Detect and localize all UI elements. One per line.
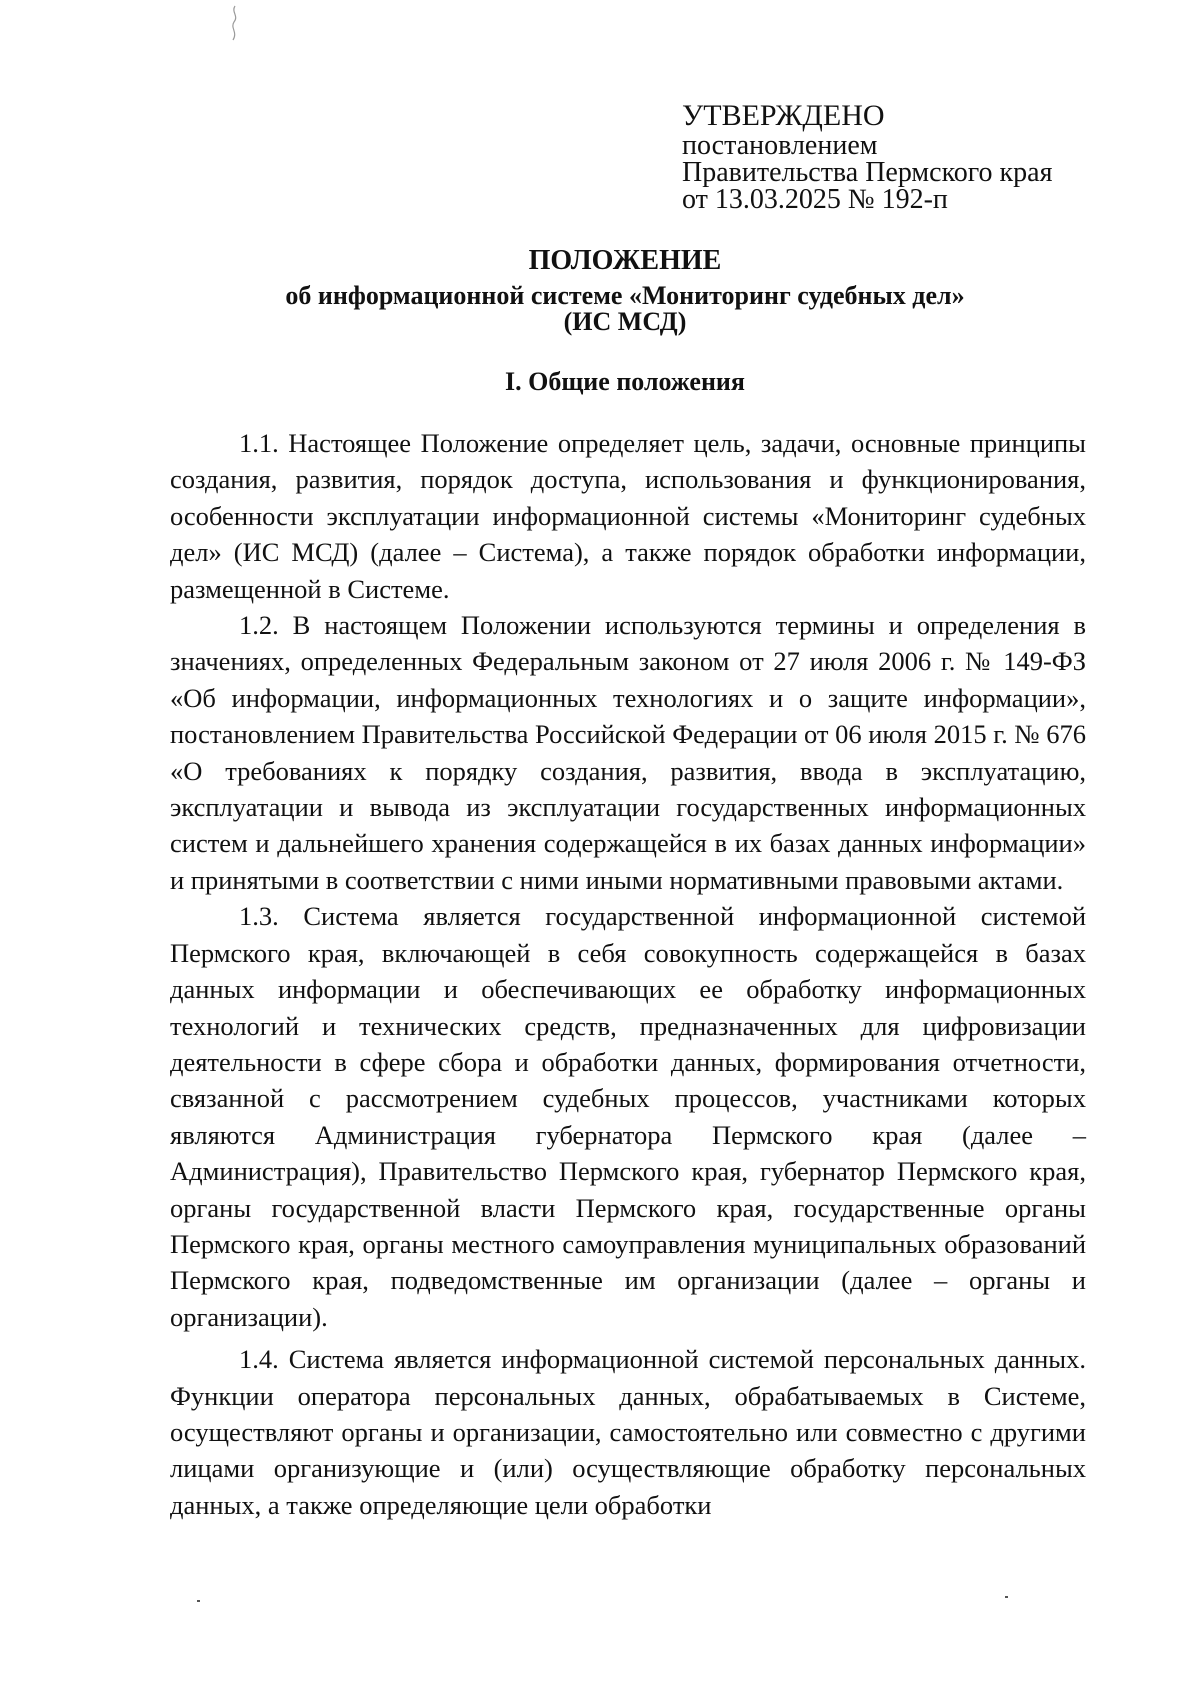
section-body [170,425,1086,1523]
approval-line-government: Правительства Пермского края [682,157,1053,188]
scan-speck [197,1600,200,1602]
document-subtitle-line1: об информационной системе «Мониторинг судебных дел» [285,281,965,310]
scan-speck [1005,1596,1008,1598]
paragraph-1-1: 1.1. Настоящее Положение определяет цель, задачи, основные принципы создания, развития, порядок доступа, использования и функционирования, особенности эксплуатации информационной системы «Мониторинг судебных дел» (ИС МСД) (далее – Система), а также порядок обработки информации, размещенной в Системе. [170,428,1086,604]
document-subtitle [150,283,1100,335]
approval-line-date-number: от 13.03.2025 № 192-п [682,184,948,215]
approval-stamp: УТВЕРЖДЕНО [682,99,885,132]
paragraph-1-3: 1.3. Система является государственной информационной системой Пермского края, включающей в себя совокупность содержащейся в базах данных информации и обеспечивающих ее обработку информационных технологий и технических средств, предназначенных для цифровизации деятельности в сфере сбора и обработки данных, формирования отчетности, связанной с рассмотрением судебных процессов, участниками которых являются Администрация губернатора Пермского края (далее – Администрация), Правительство Пермского края, губернатор Пермского края, органы государственной власти Пермского края, государственные органы Пермского края, органы местного самоуправления муниципальных образований Пермского края, подведомственные им организации (далее – органы и организации). [170,901,1086,1332]
section-heading: I. Общие положения [505,367,745,396]
scan-artifact-mark [228,4,242,44]
document-title: ПОЛОЖЕНИЕ [528,245,722,276]
paragraph-1-4: 1.4. Система является информационной системой персональных данных. Функции оператора персональных данных, обрабатываемых в Системе, осуществляют органы и организации, самостоятельно или совместно с другими лицами организующие и (или) осуществляющие обработку персональных данных, а также определяющие цели обработки [170,1344,1086,1520]
paragraph-1-2: 1.2. В настоящем Положении используются термины и определения в значениях, определенных Федеральным законом от 27 июля 2006 г. № 149-ФЗ «Об информации, информационных технологиях и о защите информации», постановлением Правительства Российской Федерации от 06 июля 2015 г. № 676 «О требованиях к порядку создания, развития, ввода в эксплуатацию, эксплуатации и вывода из эксплуатации государственных информационных систем и дальнейшего хранения содержащейся в их базах данных информации» и принятыми в соответствии с ними иными нормативными правовыми актами. [170,610,1087,895]
document-subtitle-line2: (ИС МСД) [563,307,687,336]
approval-stamp-block [682,100,1052,213]
approval-line-resolution: постановлением [682,130,878,161]
